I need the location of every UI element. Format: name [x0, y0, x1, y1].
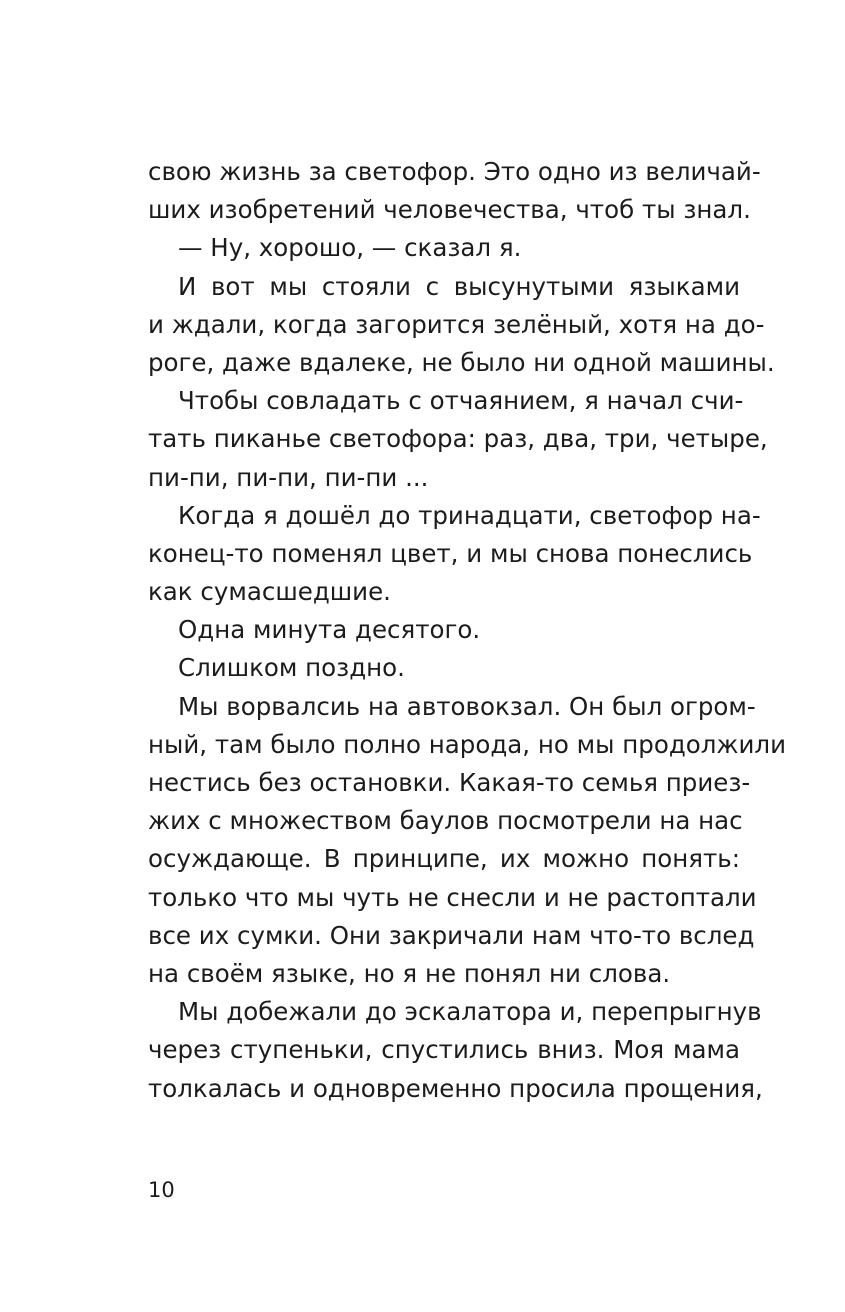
text-line: ших изобретений человечества, чтоб ты знал.	[148, 195, 751, 225]
text-line: на своём языке, но я не понял ни слова.	[148, 958, 671, 988]
body-text	[148, 153, 787, 1108]
text-line: свою жизнь за светофор. Это одно из величай-	[148, 157, 761, 186]
text-line: И вот мы стояли с высунутыми языками	[178, 271, 740, 301]
text-line: Когда я дошёл до тринадцати, светофор на-	[178, 500, 761, 530]
text-line: — Ну, хорошо, — сказал я.	[178, 233, 522, 263]
text-line: только что мы чуть не снесли и не растоптали	[148, 882, 757, 912]
text-line: тать пиканье светофора: раз, два, три, четыре,	[148, 424, 768, 454]
text-line: и ждали, когда загорится зелёный, хотя на до-	[148, 309, 765, 339]
text-line: Чтобы совладать с отчаянием, я начал счи-	[178, 386, 744, 416]
text-line: пи-пи, пи-пи, пи-пи ...	[148, 462, 429, 492]
text-line: толкалась и одновременно просила прощения,	[148, 1073, 763, 1103]
text-line: Мы добежали до эскалатора и, перепрыгнув	[178, 997, 762, 1027]
text-line: ный, там было полно народа, но мы продолжили	[148, 729, 787, 759]
text-line: Одна минута десятого.	[178, 615, 481, 645]
text-line: Слишком поздно.	[178, 653, 405, 683]
text-line: как сумасшедшие.	[148, 577, 391, 607]
page-number: 10	[148, 1178, 175, 1202]
text-line: через ступеньки, спустились вниз. Моя мама	[148, 1035, 740, 1065]
text-line: Мы ворвалсиь на автовокзал. Он был огром-	[178, 691, 756, 721]
text-line: все их сумки. Они закричали нам что-то вслед	[148, 920, 755, 950]
text-line: конец-то поменял цвет, и мы снова понеслись	[148, 538, 753, 568]
text-line: роге, даже вдалеке, не было ни одной машины.	[148, 347, 775, 377]
text-line: нестись без остановки. Какая-то семья приез-	[148, 768, 751, 797]
text-line: осуждающе. В принципе, их можно понять:	[148, 844, 740, 874]
text-line: жих с множеством баулов посмотрели на нас	[148, 806, 743, 836]
